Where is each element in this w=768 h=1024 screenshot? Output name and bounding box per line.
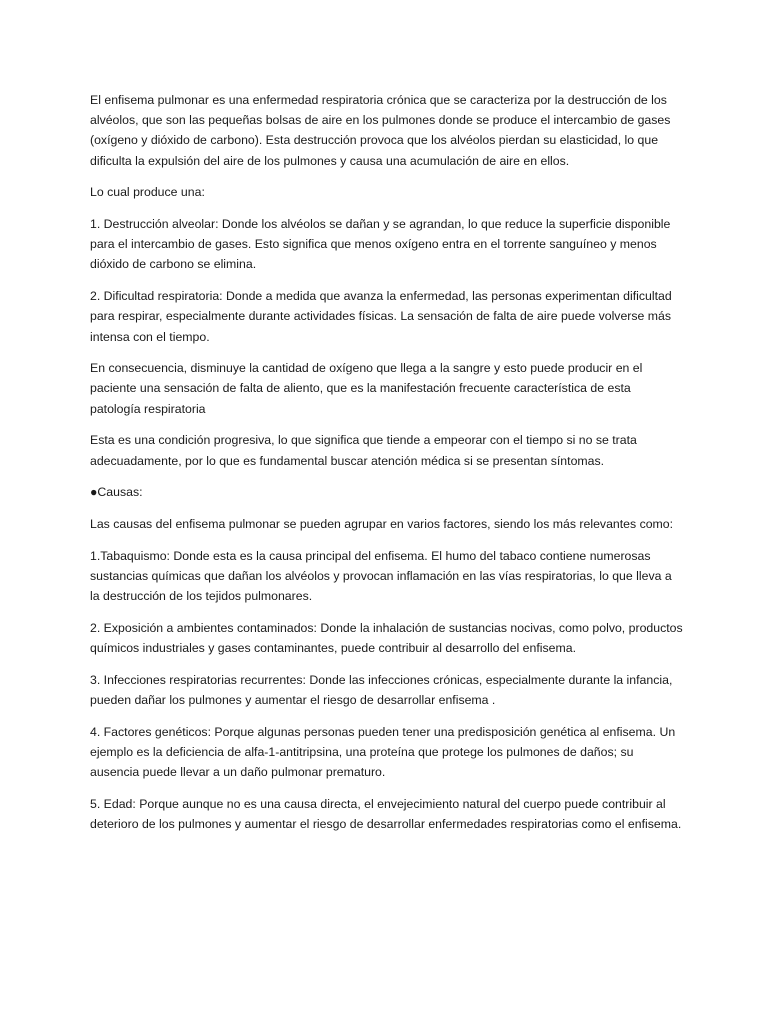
paragraph-intro: El enfisema pulmonar es una enfermedad respiratoria crónica que se caracteriza por la destrucción de los alvéolos, que son las pequeñas bolsas de aire en los pulmones donde se produce el intercambio de gases (oxígeno y dióxido de carbono). Esta destrucción provoca que los alvéolos pierdan su elasticidad, lo que dificulta la expulsión del aire de los pulmones y causa una acumulación de aire en ellos. xyxy=(90,93,671,168)
paragraph-progressive: Esta es una condición progresiva, lo que significa que tiende a empeorar con el tiempo si no se trata adecuadamente, por lo que es fundamental buscar atención médica si se presentan síntomas. xyxy=(90,433,637,468)
paragraph-cause-pollution: 2. Exposición a ambientes contaminados: Donde la inhalación de sustancias nocivas, como polvo, productos químicos industriales y gases contaminantes, puede contribuir al desarrollo del enfisema. xyxy=(90,620,683,655)
paragraph-causes-intro: Las causas del enfisema pulmonar se pueden agrupar en varios factores, siendo los más relevantes como: xyxy=(90,516,674,531)
paragraph-breathing-difficulty: 2. Dificultad respiratoria: Donde a medida que avanza la enfermedad, las personas experimentan dificultad para respirar, especialmente durante actividades físicas. La sensación de falta de aire puede volverse más intensa con el tiempo. xyxy=(90,289,672,344)
paragraph-consequence: En consecuencia, disminuye la cantidad de oxígeno que llega a la sangre y esto puede producir en el paciente una sensación de falta de aliento, que es la manifestación frecuente característica de esta patología respiratoria xyxy=(90,361,643,416)
paragraph-produces: Lo cual produce una: xyxy=(90,185,205,200)
paragraph-alveolar-destruction: 1. Destrucción alveolar: Donde los alvéolos se dañan y se agrandan, lo que reduce la superficie disponible para el intercambio de gases. Esto significa que menos oxígeno entra en el torrente sanguíneo y menos dióxido de carbono se elimina. xyxy=(90,217,671,272)
paragraph-cause-smoking: 1.Tabaquismo: Donde esta es la causa principal del enfisema. El humo del tabaco contiene numerosas sustancias químicas que dañan los alvéolos y provocan inflamación en las vías respiratorias, lo que lleva a la destrucción de los tejidos pulmonares. xyxy=(90,548,672,604)
paragraph-cause-genetics: 4. Factores genéticos: Porque algunas personas pueden tener una predisposición genética al enfisema. Un ejemplo es la deficiencia de alfa-1-antitripsina, una proteína que protege los pulmones de daños; su ausencia puede llevar a un daño pulmonar prematuro. xyxy=(90,724,676,779)
paragraph-cause-infections: 3. Infecciones respiratorias recurrentes: Donde las infecciones crónicas, especialmente durante la infancia, pueden dañar los pulmones y aumentar el riesgo de desarrollar enfisema . xyxy=(90,672,673,707)
paragraph-cause-age: 5. Edad: Porque aunque no es una causa directa, el envejecimiento natural del cuerpo puede contribuir al deterioro de los pulmones y aumentar el riesgo de desarrollar enfermedades respiratorias como el enfisema. xyxy=(90,796,682,831)
section-heading-causes: ●Causas: xyxy=(90,485,143,500)
